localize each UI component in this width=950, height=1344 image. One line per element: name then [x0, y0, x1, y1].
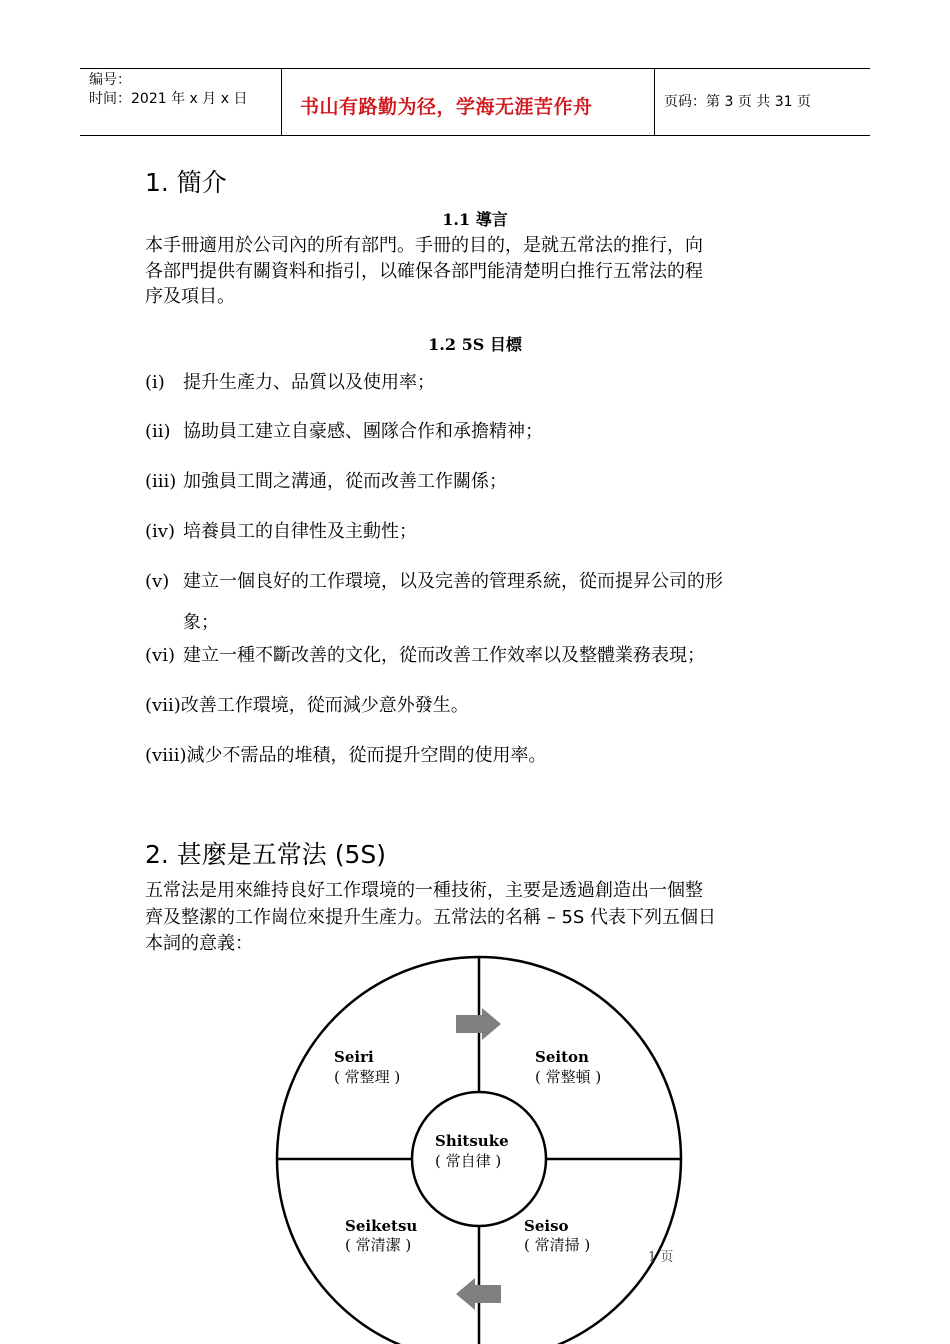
label-seiri-zh: ( 常整理 ) — [334, 1068, 401, 1086]
goal-num: (i) — [145, 372, 165, 393]
section2-line: 五常法是用來維持良好工作環境的一種技術，主要是透過創造出一個整 — [145, 880, 703, 901]
goal-num: (iii) — [145, 471, 177, 492]
goal-continuation: 象； — [183, 612, 219, 633]
goal-num: (vii) — [145, 695, 181, 716]
label-seiso-zh: ( 常清掃 ) — [524, 1236, 591, 1254]
intro-line: 序及項目。 — [145, 286, 235, 307]
label-seiton-en: Seiton — [535, 1048, 589, 1066]
section1-1-title: 1.1 導言 — [442, 210, 508, 229]
label-shitsuke-zh: ( 常自律 ) — [435, 1152, 502, 1170]
section1-2-title: 1.2 5S 目標 — [428, 335, 522, 354]
intro-line: 各部門提供有關資料和指引，以確保各部門能清楚明白推行五常法的程 — [145, 260, 703, 282]
label-seiketsu-en: Seiketsu — [345, 1217, 418, 1235]
goal-num: (ii) — [145, 421, 171, 442]
goal-text: 建立一種不斷改善的文化，從而改善工作效率以及整體業務表現； — [183, 645, 705, 666]
goal-num: (vi) — [145, 645, 175, 666]
section2-line: 本詞的意義： — [145, 933, 253, 954]
section1-title: 1. 簡介 — [145, 168, 227, 197]
goal-text: 協助員工建立自豪感、團隊合作和承擔精神； — [183, 421, 543, 442]
goal-text: 加強員工間之溝通，從而改善工作關係； — [183, 471, 507, 492]
header-motto: 书山有路勤为径，学海无涯苦作舟 — [300, 96, 593, 118]
goal-text: 建立一個良好的工作環境，以及完善的管理系統，從而提昇公司的形 — [183, 571, 723, 592]
label-shitsuke-en: Shitsuke — [435, 1132, 509, 1150]
header-date: 时间：2021 年 x 月 x 日 — [89, 91, 248, 107]
goal-num: (v) — [145, 571, 170, 592]
label-seiton-zh: ( 常整頓 ) — [535, 1068, 602, 1086]
header-page-number: 页码：第 3 页 共 31 页 — [664, 94, 811, 110]
section2-line: 齊及整潔的工作崗位來提升生產力。五常法的名稱 – 5S 代表下列五個日 — [145, 906, 717, 928]
goal-text: 提升生產力、品質以及使用率； — [183, 372, 435, 393]
label-seiri-en: Seiri — [334, 1048, 374, 1066]
goal-text: 改善工作環境，從而減少意外發生。 — [180, 695, 469, 716]
goal-num: (iv) — [145, 521, 175, 542]
goal-text: 培養員工的自律性及主動性； — [183, 521, 417, 542]
label-seiketsu-zh: ( 常清潔 ) — [345, 1236, 412, 1254]
goal-num: (viii) — [145, 745, 187, 766]
label-seiso-en: Seiso — [524, 1217, 569, 1235]
intro-line: 本手冊適用於公司內的所有部門。手冊的目的，是就五常法的推行，向 — [145, 235, 703, 256]
header-id-label: 编号： — [89, 72, 131, 88]
section2-title: 2. 甚麼是五常法 (5S) — [145, 840, 387, 869]
goal-text: 減少不需品的堆積，從而提升空間的使用率。 — [186, 745, 547, 766]
stray-page-text: 1 页 — [648, 1250, 674, 1265]
